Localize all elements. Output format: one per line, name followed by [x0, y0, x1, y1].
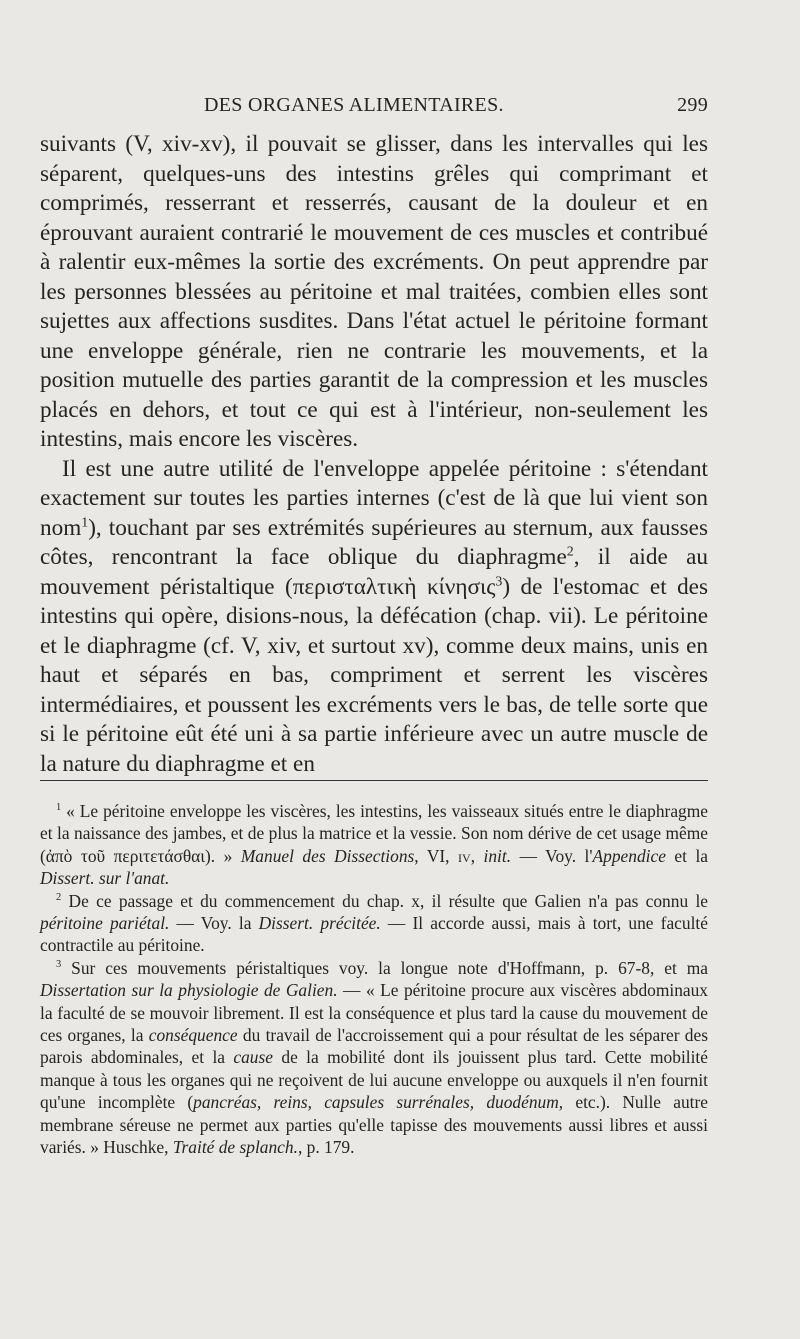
footnote-1-text-e: ,	[470, 845, 484, 866]
footnote-ref-3[interactable]: 3	[495, 573, 503, 589]
footnote-3-text-c: — « Le péritoine procure aux viscères abdominaux la faculté de se mouvoir librement. Il est la conséquence et plus tard la cause du mouvement de ces organes, la	[40, 980, 708, 1046]
paragraph-2-text-a: Il est une autre utilité de l'enveloppe appelée péritoine : s'étendant exactement sur toutes les parties internes (c'est de là que lui vient son nom	[40, 455, 708, 541]
page-number: 299	[677, 94, 708, 116]
footnote-separator	[40, 780, 708, 781]
footnote-1-text-a: « Le péritoine enveloppe les viscères, les intestins, les vaisseaux situés entre le diaphragme et la naissance des jambes, et de plus la matrice et la vessie. Son nom dérive de cet usage même (ἀπὸ τοῦ περιτετάσθαι). »	[40, 801, 708, 866]
footnote-3-text-i: etc.). Nulle autre membrane séreuse ne permet aux parties qu'elle tapisse des mouvements aussi libres et aussi variés. » Huschke,	[40, 1092, 708, 1158]
footnote-2-text-a: De ce passage et du commencement du chap. x, il résulte que Galien n'a pas connu le	[68, 890, 708, 911]
footnote-1-text-g: — Voy. l'	[511, 845, 593, 866]
footnote-1-text-j: Dissert. sur l'anat.	[40, 868, 170, 889]
footnote-1-mark: 1	[56, 802, 62, 814]
footnote-3-text-k: , p. 179.	[297, 1137, 355, 1158]
footnote-3-text-j: Traité de splanch.	[172, 1137, 298, 1158]
footnote-ref-2[interactable]: 2	[566, 544, 574, 560]
footnote-3-text-e: du travail de l'accroissement qui a pour résultat de les séparer des parois abdominales, et la	[40, 1025, 708, 1068]
running-title: DES ORGANES ALIMENTAIRES.	[204, 94, 504, 116]
paragraph-2-text-d: ) de l'estomac et des intestins qui opère, disions-nous, la défécation (chap. vii). Le péritoine et le diaphragme (cf. V, xiv, et surtout xv), comme deux mains, unis en haut et séparés en bas, compriment et serrent les viscères intermédiaires, et poussent les excréments vers le bas, de telle sorte que si le péritoine eût été uni à sa partie inférieure avec un autre muscle de la nature du diaphragme et en	[40, 573, 708, 777]
footnote-3	[40, 957, 708, 1159]
footnote-2-text-c: — Voy. la	[169, 913, 259, 934]
footnote-2-mark: 2	[56, 891, 62, 903]
paragraph-1-text: suivants (V, xiv-xv), il pouvait se glisser, dans les intervalles qui les séparent, quelques-uns des intestins grêles qui comprimant et comprimés, resserrant et resserrés, causant de la douleur et en éprouvant auraient contrarié le mouvement de ces muscles et contribué à ralentir eux-mêmes la sortie des excréments. On peut apprendre par les personnes blessées au péritoine et mal traitées, combien elles sont sujettes aux affections susdites. Dans l'état actuel le péritoine formant une enveloppe générale, rien ne contrarie les mouvements, et la position mutuelle des parties garantit de la compression et les muscles placés en dehors, et tout ce qui est à l'intérieur, non-seulement les intestins, mais encore les viscères.	[40, 131, 708, 452]
footnote-2-text-d: Dissert. précitée.	[258, 913, 381, 934]
paragraph-2-text-c: , il aide au mouvement péristaltique (περισταλτικὴ κίνησις	[40, 544, 708, 600]
paragraph-2	[40, 455, 708, 780]
footnote-3-text-b: Dissertation sur la physiologie de Galien.	[40, 980, 338, 1001]
footnote-ref-1[interactable]: 1	[81, 514, 89, 530]
footnote-3-text-g: de la mobilité dont ils jouissent plus tard. Cette mobilité manque à tous les organes qui ne reçoivent de lui aucune enveloppe ou auxquels il n'en fournit qu'une incomplète (	[40, 1047, 708, 1113]
footnote-2	[40, 890, 708, 957]
footnote-1-text-c: , VI,	[414, 845, 459, 866]
footnote-1-text-b: Manuel des Dissections	[240, 845, 415, 866]
footnote-3-mark: 3	[56, 959, 62, 971]
footnote-1-text-i: et la	[665, 845, 709, 866]
footnote-3-text-f: cause	[233, 1047, 273, 1068]
paragraph-1	[40, 130, 708, 455]
footnote-1-text-f: init.	[483, 845, 512, 866]
footnotes	[40, 800, 708, 1159]
footnote-3-text-d: conséquence	[148, 1025, 238, 1046]
footnote-1-text-d: iv	[458, 845, 471, 866]
main-text	[40, 130, 708, 779]
footnote-3-text-a: Sur ces mouvements péristaltiques voy. la longue note d'Hoffmann, p. 67-8, et ma	[71, 957, 708, 978]
page-header	[40, 94, 708, 124]
footnote-3-text-h: pancréas, reins, capsules surrénales, duodénum,	[193, 1092, 564, 1113]
paragraph-2-text-b: ), touchant par ses extrémités supérieures au sternum, aux fausses côtes, rencontrant la face oblique du diaphragme	[40, 514, 708, 570]
footnote-2-text-e: — Il accorde aussi, mais à tort, une faculté contractile au péritoine.	[40, 913, 708, 956]
footnote-2-text-b: péritoine pariétal.	[40, 913, 170, 934]
footnote-1-text-h: Appendice	[592, 845, 666, 866]
footnote-1	[40, 800, 708, 890]
